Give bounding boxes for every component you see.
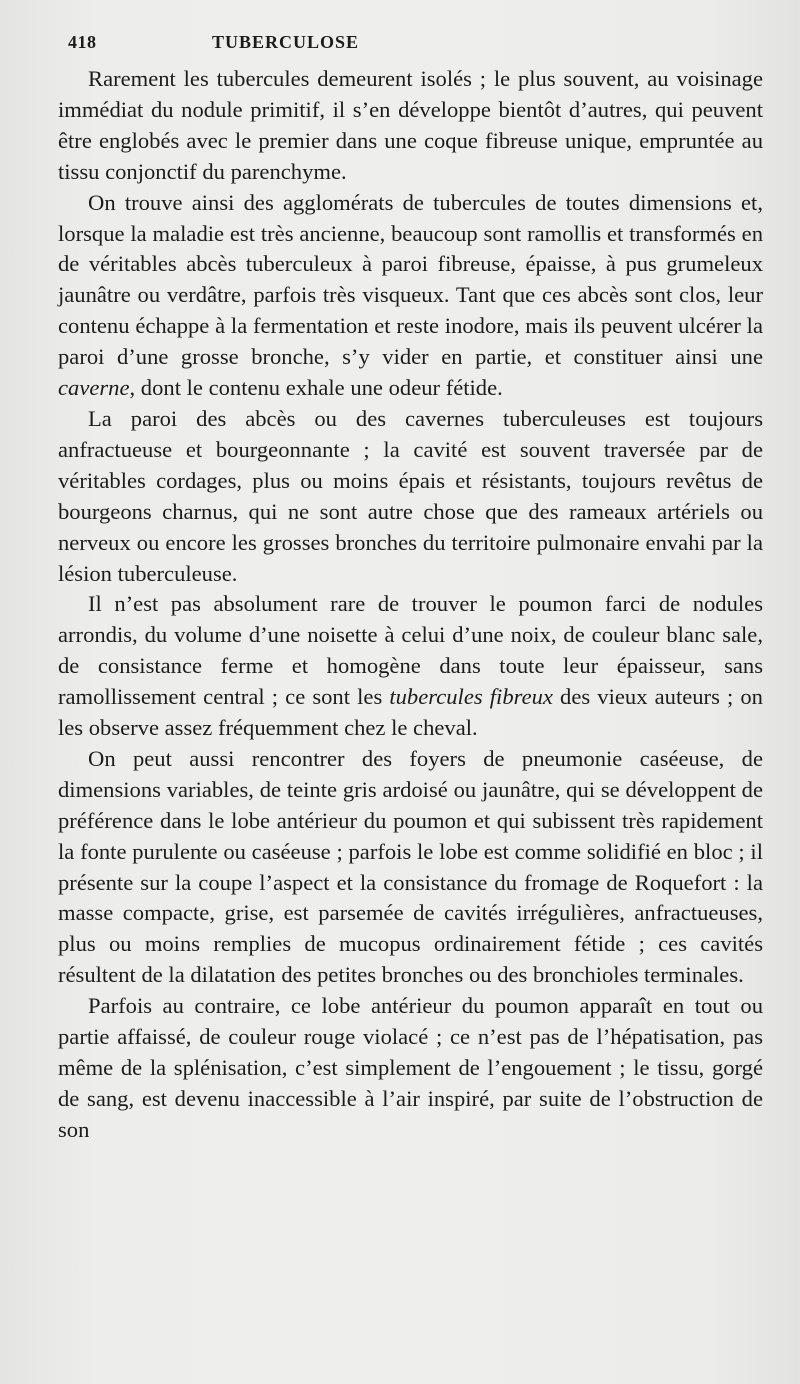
paragraph-text: , dont le contenu exhale une odeur fétide. xyxy=(129,375,503,401)
running-head xyxy=(62,32,760,58)
page-number: 418 xyxy=(68,32,97,52)
italic-term: tubercules fibreux xyxy=(389,684,553,710)
paragraph xyxy=(58,589,763,744)
paragraph-text: des vieux auteurs ; on les observe assez fréquemment chez le cheval. xyxy=(58,684,763,741)
paragraph xyxy=(58,64,763,188)
paragraph xyxy=(58,188,763,404)
running-title xyxy=(62,32,760,53)
paragraph-text: On peut aussi rencontrer des foyers de pneumonie caséeuse, de dimensions variables, de teinte gris ardoisé ou jaunâtre, qui se développent de préférence dans le lobe antérieur du poumon et qui subissent très rapidement la fonte purulente ou caséeuse ; parfois le lobe est comme solidifié en bloc ; il présente sur la coupe l’aspect et la consistance du fromage de Roquefort : la masse compacte, grise, est parsemée de cavités irrégulières, anfractueuses, plus ou moins remplies de mucopus ordinairement fétide ; ces cavités résultent de la dilatation des petites bronches ou des bronchioles terminales. xyxy=(58,745,763,988)
paragraph-text: Il n’est pas absolument rare de trouver le poumon farci de nodules arrondis, du volume d’une noisette à celui d’une noix, de couleur blanc sale, de consistance ferme et homogène dans toute leur épaisseur, sans ramollissement central ; ce sont les xyxy=(58,591,763,710)
paragraph-text: Parfois au contraire, ce lobe antérieur du poumon apparaît en tout ou partie affaissé, de couleur rouge violacé ; ce n’est pas de l’hépatisation, pas même de la splénisation, c’est simplement de l’engouement ; le tissu, gorgé de sang, est devenu inaccessible à l’air inspiré, par suite de l’obstruction de son xyxy=(58,993,763,1142)
body-text xyxy=(58,64,763,1146)
paragraph xyxy=(58,744,763,991)
paragraph-text: On trouve ainsi des agglomérats de tubercules de toutes dimensions et, lorsque la maladie est très ancienne, beaucoup sont ramollis et transformés en de véritables abcès tuberculeux à paroi fibreuse, épaisse, à pus grumeleux jaunâtre ou verdâtre, parfois très visqueux. Tant que ces abcès sont clos, leur contenu échappe à la fermentation et reste inodore, mais ils peuvent ulcérer la paroi d’une grosse bronche, s’y vider en partie, et constituer ainsi une xyxy=(58,189,763,370)
paragraph xyxy=(58,991,763,1146)
paragraph-text: Rarement les tubercules demeurent isolés ; le plus souvent, au voisinage immédiat du nodule primitif, il s’en développe bientôt d’autres, qui peuvent être englobés avec le premier dans une coque fibreuse unique, empruntée au tissu conjonctif du parenchyme. xyxy=(58,66,763,184)
italic-term: caverne xyxy=(58,375,130,401)
paragraph xyxy=(58,404,763,589)
running-title-text: TUBERCULOSE xyxy=(212,32,360,52)
paragraph-text: La paroi des abcès ou des cavernes tuberculeuses est toujours anfractueuse et bourgeonnante ; la cavité est souvent traversée par de véritables cordages, plus ou moins épais et résistants, toujours revêtus de bourgeons charnus, qui ne sont autre chose que des rameaux artériels ou nerveux ou encore les grosses bronches du territoire pulmonaire envahi par la lésion tuberculeuse. xyxy=(58,405,763,586)
